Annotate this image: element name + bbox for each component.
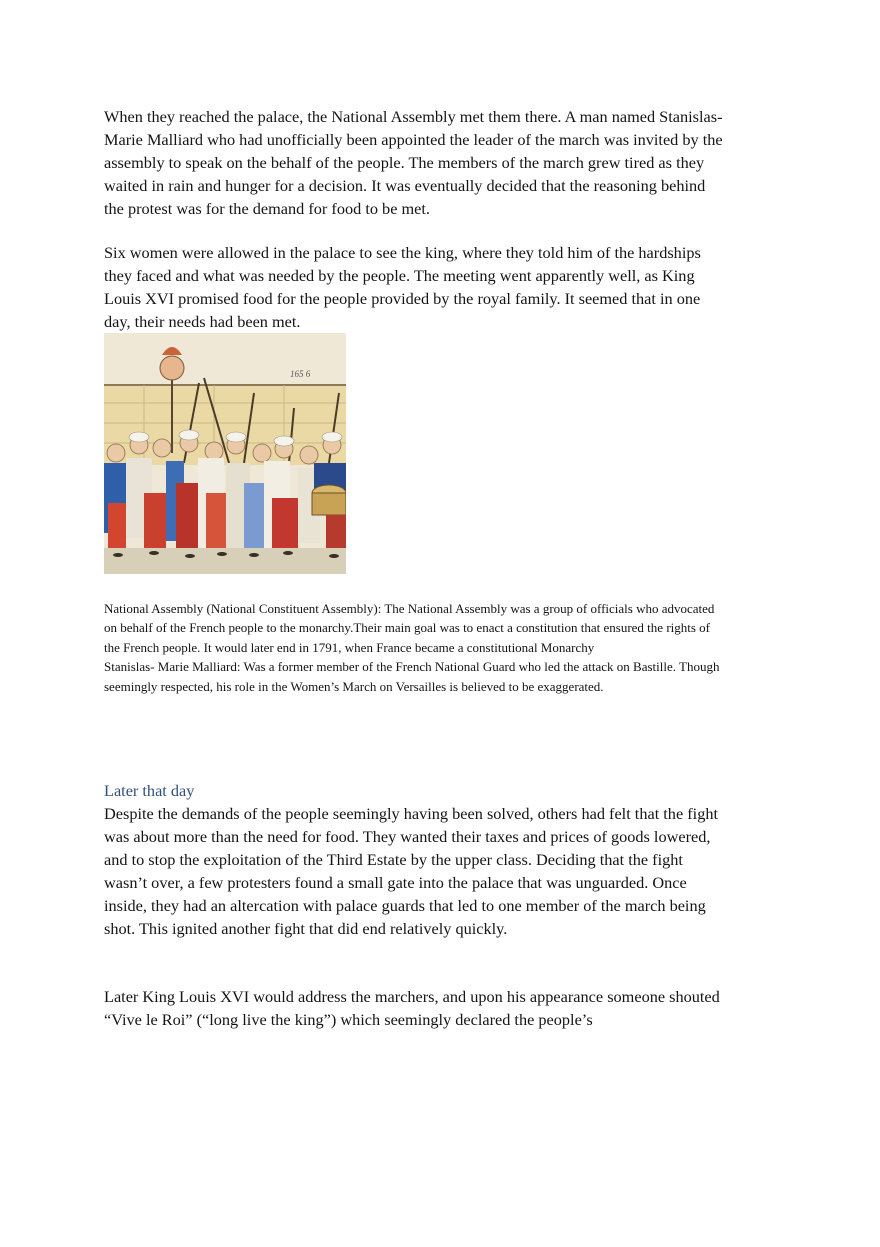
definitions-note [104,599,724,696]
section-heading: Later that day [104,781,195,800]
paragraph-king-address: Later King Louis XVI would address the marchers, and upon his appearance someone shouted “Vive le Roi” (“long live the king”) which seemingly declared the people’s [104,987,720,1029]
note-national-assembly: National Assembly (National Constituent Assembly): The National Assembly was a group of officials who advocated on behalf of the French people to the monarchy.Their main goal was to enact a constitution that ensured the rights of the French people. It would later end in 1791, when France became a constitutional Monarchy [104,601,715,655]
paragraph-palace-arrival: When they reached the palace, the National Assembly met them there. A man named Stanislas- Marie Malliard who had unofficially been appointed the leader of the march was invited by the assembly to speak on the behalf of the people. The members of the march grew tired as they waited in rain and hunger for a decision. It was eventually decided that the reasoning behind the protest was for the demand for food to be met. [104,107,723,218]
note-malliard: Stanislas- Marie Malliard: Was a former member of the French National Guard who led the attack on Bastille. Though seemingly respected, his role in the Women’s March on Versailles is believed to be exaggerated. [104,659,720,694]
womens-march-illustration [104,333,346,574]
paragraph-fight-continues: Despite the demands of the people seemingly having been solved, others had felt that the fight was about more than the need for food. They wanted their taxes and prices of goods lowered, and to stop the exploitation of the Third Estate by the upper class. Deciding that the fight wasn’t over, a few protesters found a small gate into the palace that was unguarded. Once inside, they had an altercation with palace guards that led to one member of the march being shot. This ignited another fight that did end relatively quickly. [104,804,718,938]
wall-inscription: 165 6 [290,369,311,379]
paragraph-six-women: Six women were allowed in the palace to see the king, where they told him of the hardships they faced and what was needed by the people. The meeting went apparently well, as King Louis XVI promised food for the people provided by the royal family. It seemed that in one day, their needs had been met. [104,243,701,331]
